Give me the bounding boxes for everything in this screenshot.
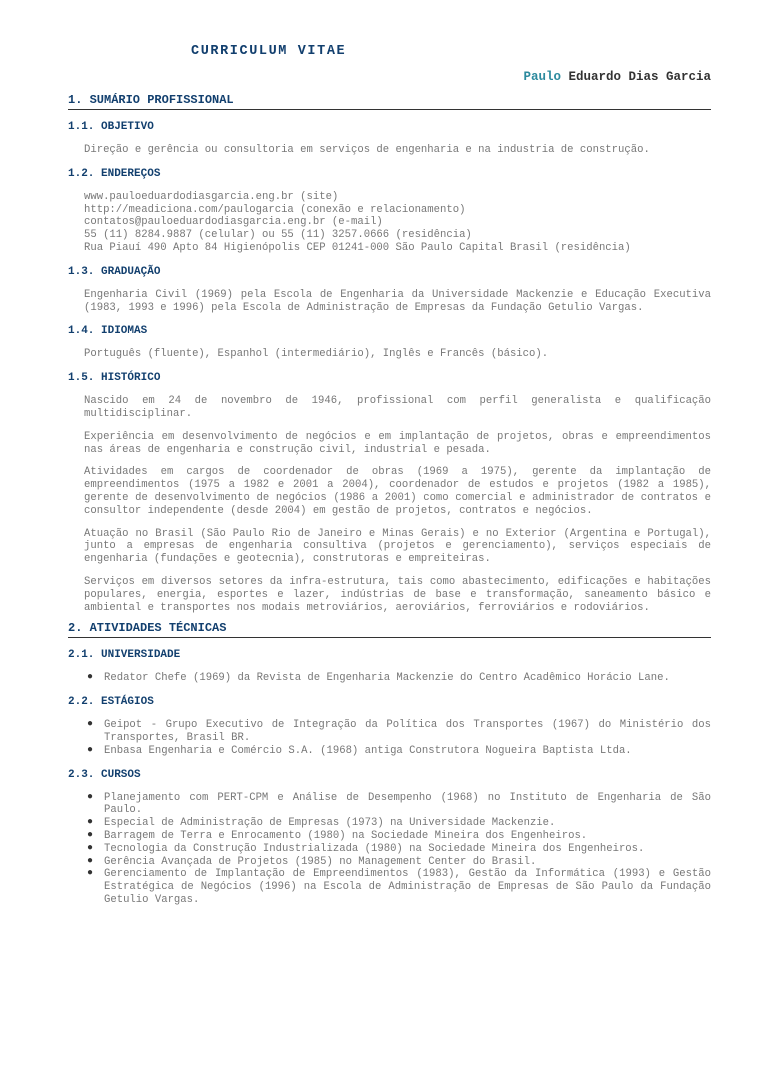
address-site: www.pauloeduardodiasgarcia.eng.br (site) (84, 190, 339, 203)
list-item (68, 843, 711, 856)
historico-paragraph: Serviços em diversos setores da infra-estrutura, tais como abastecimento, edificações e habitações populares, energia, esportes e lazer, indústrias de base e transformação, saneamento básico e ambiental e transportes nos modais metroviários, aeroviários, ferroviários e rodoviários. (84, 575, 711, 614)
heading-cursos: 2.3. CURSOS (68, 768, 141, 781)
address-phones: 55 (11) 8284.9887 (celular) ou 55 (11) 3257.0666 (residência) (84, 229, 472, 242)
heading-idiomas: 1.4. IDIOMAS (68, 325, 148, 338)
graduacao-text: Engenharia Civil (1969) pela Escola de Engenharia da Universidade Mackenzie e Educação Executiva (1983, 1993 e 1996) pela Escola de Administração de Empresas da Fundação Getulio Vargas. (84, 288, 711, 314)
document-title: CURRICULUM VITAE (191, 44, 347, 59)
heading-estagios: 2.2. ESTÁGIOS (68, 696, 154, 709)
list-item-text: Gerência Avançada de Projetos (1985) no Management Center do Brasil. (104, 855, 537, 868)
list-item-text: Redator Chefe (1969) da Revista de Engenharia Mackenzie do Centro Acadêmico Horácio Lane. (104, 672, 670, 685)
cv-page (68, 44, 711, 907)
list-item (68, 830, 711, 843)
enderecos-list (84, 191, 711, 255)
historico-paragraph: Atuação no Brasil (São Paulo Rio de Janeiro e Minas Gerais) e no Exterior (Argentina e Portugal), junto a empresas de engenharia consultiva (projetos e gerenciamento), serviços especiais de engenharia (fundações e geotecnia), construtoras e empreiteiras. (84, 527, 711, 566)
first-name: Paulo (523, 70, 561, 84)
section-atividades-tecnicas: 2. ATIVIDADES TÉCNICAS (68, 621, 711, 638)
list-item (68, 719, 711, 745)
bullet-icon: ● (87, 672, 94, 684)
list-item (68, 856, 711, 869)
heading-enderecos: 1.2. ENDEREÇOS (68, 167, 161, 180)
list-item (68, 868, 711, 906)
bullet-icon: ● (87, 719, 94, 731)
list-item-text: Planejamento com PERT-CPM e Análise de Desempenho (1968) no Instituto de Engenharia de São Paulo. (104, 791, 711, 817)
list-item-text: Tecnologia da Construção Industrializada (1980) na Sociedade Mineira dos Engenheiros. (104, 842, 645, 855)
list-item (68, 792, 711, 818)
estagios-list (68, 719, 711, 757)
objetivo-text: Direção e gerência ou consultoria em serviços de engenharia e na industria de construção. (84, 144, 650, 156)
idiomas-text: Português (fluente), Espanhol (intermediário), Inglês e Francês (básico). (84, 348, 549, 361)
cursos-list (68, 792, 711, 907)
bullet-icon: ● (87, 868, 94, 880)
historico-paragraph: Nascido em 24 de novembro de 1946, profissional com perfil generalista e qualificação multidisciplinar. (84, 395, 711, 420)
list-item-text: Barragem de Terra e Enrocamento (1980) na Sociedade Mineira dos Engenheiros. (104, 829, 588, 842)
heading-universidade: 2.1. UNIVERSIDADE (68, 649, 181, 662)
heading-graduacao: 1.3. GRADUAÇÃO (68, 265, 161, 278)
historico-paragraph: Experiência em desenvolvimento de negócios e em implantação de projetos, obras e empreendimentos nas áreas de engenharia e construção civil, industrial e pesada. (84, 430, 711, 456)
bullet-icon: ● (87, 829, 94, 841)
person-name (68, 68, 711, 86)
list-item-text: Geipot - Grupo Executivo de Integração da Política dos Transportes (1967) do Ministério dos Transportes, Brasil BR. (104, 719, 711, 744)
bullet-icon: ● (87, 842, 94, 854)
list-item (68, 817, 711, 830)
bullet-icon: ● (87, 817, 94, 829)
list-item-text: Enbasa Engenharia e Comércio S.A. (1968) antiga Construtora Nogueira Baptista Ltda. (104, 744, 632, 757)
historico-paragraph: Atividades em cargos de coordenador de obras (1969 a 1975), gerente da implantação de empreendimentos (1975 a 1982 e 2001 a 2004), coordenador de estudos e projetos (1982 a 1985), gerente de desenvolvimento de negócios (1986 a 2001) como comercial e administrador de contratos e consultor independente (desde 2004) em gestão de projetos, contratos e negócios. (84, 466, 711, 517)
list-item-text: Especial de Administração de Empresas (1973) na Universidade Mackenzie. (104, 817, 556, 830)
section-sumario-profissional: 1. SUMÁRIO PROFISSIONAL (68, 93, 711, 110)
address-residence: Rua Piauí 490 Apto 84 Higienópolis CEP 01241-000 São Paulo Capital Brasil (residência) (84, 241, 631, 254)
address-email: contatos@pauloeduardodiasgarcia.eng.br (e-mail) (84, 216, 383, 229)
bullet-icon: ● (87, 744, 94, 756)
list-item-text: Gerenciamento de Implantação de Empreendimentos (1983), Gestão da Informática (1993) e Gestão Estratégica de Negócios (1996) na Escola de Administração de Empresas de São Paulo da Fundação Getulio Vargas. (104, 868, 711, 906)
universidade-list (68, 672, 711, 685)
bullet-icon: ● (87, 855, 94, 867)
bullet-icon: ● (87, 791, 94, 803)
address-network: http://meadiciona.com/paulogarcia (conexão e relacionamento) (84, 203, 466, 216)
list-item (68, 745, 711, 758)
heading-objetivo: 1.1. OBJETIVO (68, 121, 154, 133)
last-names: Eduardo Dias Garcia (568, 70, 711, 84)
list-item (68, 672, 711, 685)
heading-historico: 1.5. HISTÓRICO (68, 372, 161, 385)
